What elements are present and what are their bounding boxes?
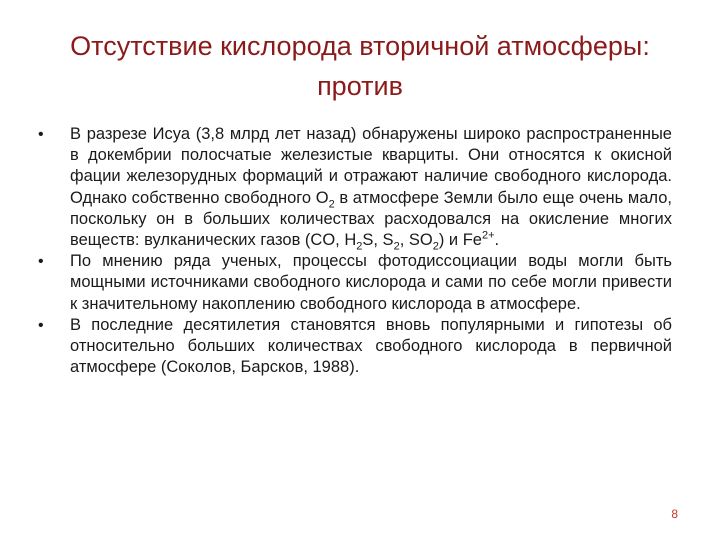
subscript-h2s: 2 [356,240,363,253]
bullet-text-3: В последние десятилетия становятся вновь популярными и гипотезы об относительно больших количествах свободного кислорода в первичной атмосфере (Соколов, Барсков, 1988). [70,315,672,377]
bullet-1-part-e: ) и Fe [438,231,482,250]
bullet-1-part-b: в атмосфере Земли было еще очень мало, поскольку он в больших количествах расходовался на окисление многих веществ: вулканических газов (CO, H [70,188,672,250]
bullet-1-part-f: . [494,231,500,250]
subscript-s2: 2 [393,240,400,253]
bullet-icon: • [38,253,44,271]
subscript-so2: 2 [432,240,439,253]
bullet-text-1 [70,124,672,251]
bullet-text-2: По мнению ряда ученых, процессы фотодиссоциации воды могли быть мощными источниками свободного кислорода и сами по себе могли привести к значительному накоплению свободного кислорода в атмосфере. [70,252,672,313]
title-line-2: против [317,71,403,101]
title-line-1: Отсутствие кислорода вторичной атмосферы: [70,31,650,61]
subscript-o2: 2 [328,197,335,210]
slide-title [40,26,680,106]
bullet-list [38,124,672,378]
bullet-icon: • [38,126,44,143]
bullet-1-part-d: , SO [399,231,433,250]
bullet-1-part-a: В разрезе Исуа (3,8 млрд лет назад) обнаружены широко распространенные в докембрии полосчатые железистые кварциты. Они относятся к окисной фации железорудных формаций и отражают наличие свободного кислорода. Однако собственно свободного O [70,125,672,207]
bullet-item-3 [38,315,672,379]
superscript-fe: 2+ [481,229,495,242]
bullet-item-1 [38,124,672,251]
page-number: 8 [671,507,678,521]
bullet-item-2 [38,251,672,315]
bullet-1-part-c: S, S [362,231,394,250]
bullet-icon: • [38,316,44,334]
